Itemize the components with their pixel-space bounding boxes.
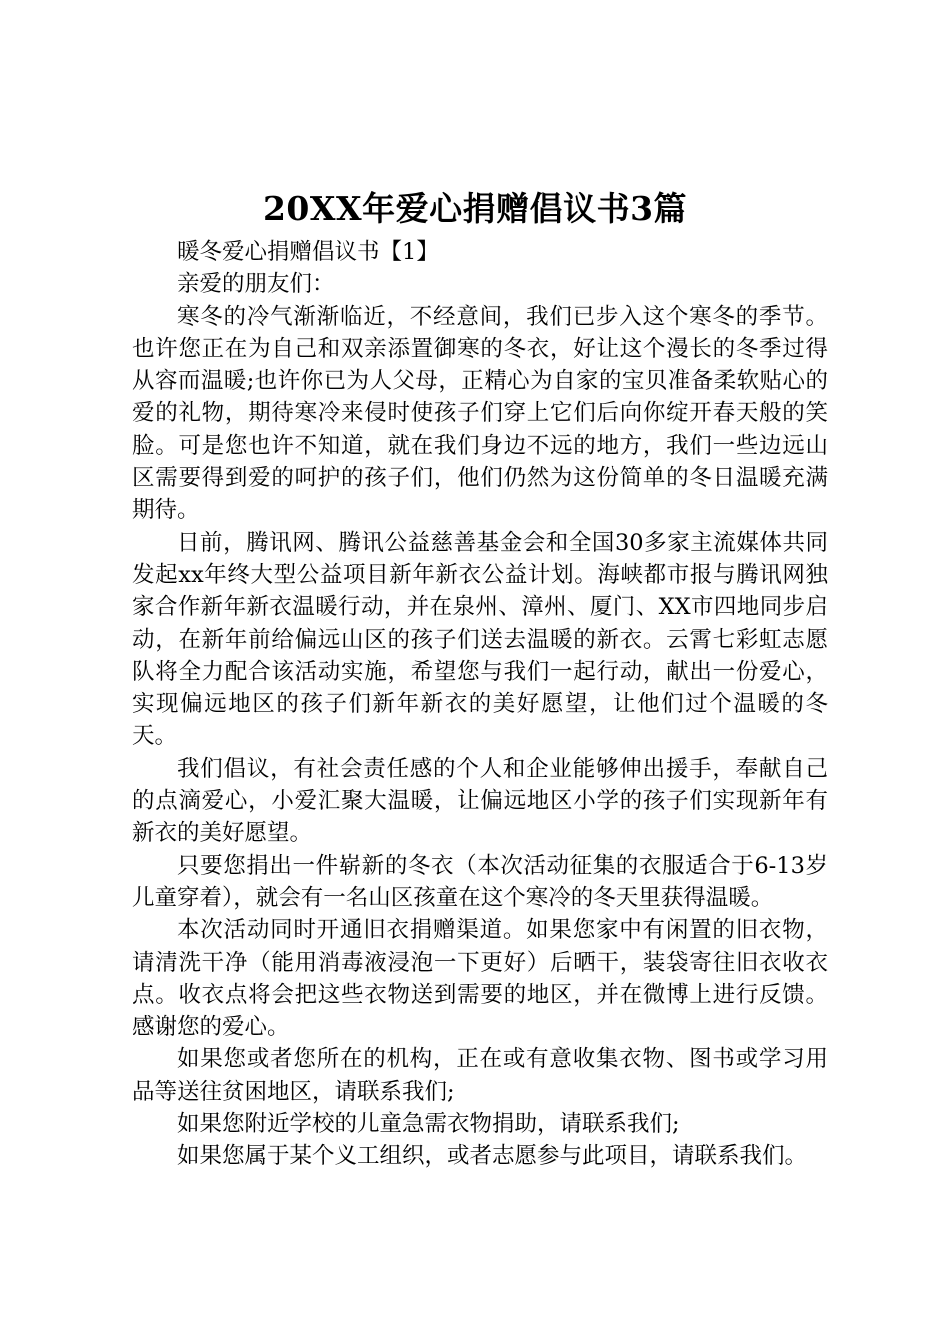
section-heading: 暖冬爱心捐赠倡议书【1】 <box>177 239 439 265</box>
document-title: 20XX年爱心捐赠倡议书3篇 <box>262 189 688 228</box>
paragraph: 如果您属于某个义工组织，或者志愿参与此项目，请联系我们。 <box>177 1143 808 1170</box>
paragraph: 我们倡议，有社会责任感的个人和企业能够伸出援手，奉献自己的点滴爱心，小爱汇聚大温暖，让偏远地区小学的孩子们实现新年有新衣的美好愿望。 <box>132 755 828 847</box>
paragraph: 如果您或者您所在的机构，正在或有意收集衣物、图书或学习用品等送往贫困地区，请联系我们; <box>132 1046 828 1105</box>
paragraph: 日前，腾讯网、腾讯公益慈善基金会和全国30多家主流媒体共同发起xx年终大型公益项目新年新衣公益计划。海峡都市报与腾讯网独家合作新年新衣温暖行动，并在泉州、漳州、厦门、XX市四地同步启动，在新年前给偏远山区的孩子们送去温暖的新衣。云霄七彩虹志愿队将全力配合该活动实施，希望您与我们一起行动，献出一份爱心，实现偏远地区的孩子们新年新衣的美好愿望，让他们过个温暖的冬天。 <box>132 529 828 750</box>
paragraph: 如果您附近学校的儿童急需衣物捐助，请联系我们; <box>177 1111 680 1138</box>
salutation: 亲爱的朋友们： <box>177 271 335 298</box>
paragraph: 只要您捐出一件崭新的冬衣（本次活动征集的衣服适合于6-13岁儿童穿着），就会有一名山区孩童在这个寒冷的冬天里获得温暖。 <box>132 852 828 911</box>
paragraph: 寒冬的冷气渐渐临近，不经意间，我们已步入这个寒冬的季节。也许您正在为自己和双亲添置御寒的冬衣，好让这个漫长的冬季过得从容而温暖;也许你已为人父母，正精心为自家的宝贝准备柔软贴心的爱的礼物，期待寒冷来侵时使孩子们穿上它们后向你绽开春天般的笑脸。可是您也许不知道，就在我们身边不远的地方，我们一些边远山区需要得到爱的呵护的孩子们，他们仍然为这份简单的冬日温暖充满期待。 <box>132 303 828 524</box>
document-body <box>132 236 828 1173</box>
paragraph: 本次活动同时开通旧衣捐赠渠道。如果您家中有闲置的旧衣物，请清洗干净（能用消毒液浸泡一下更好）后晒干，装袋寄往旧衣收衣点。收衣点将会把这些衣物送到需要的地区，并在微博上进行反馈。感谢您的爱心。 <box>132 917 828 1041</box>
